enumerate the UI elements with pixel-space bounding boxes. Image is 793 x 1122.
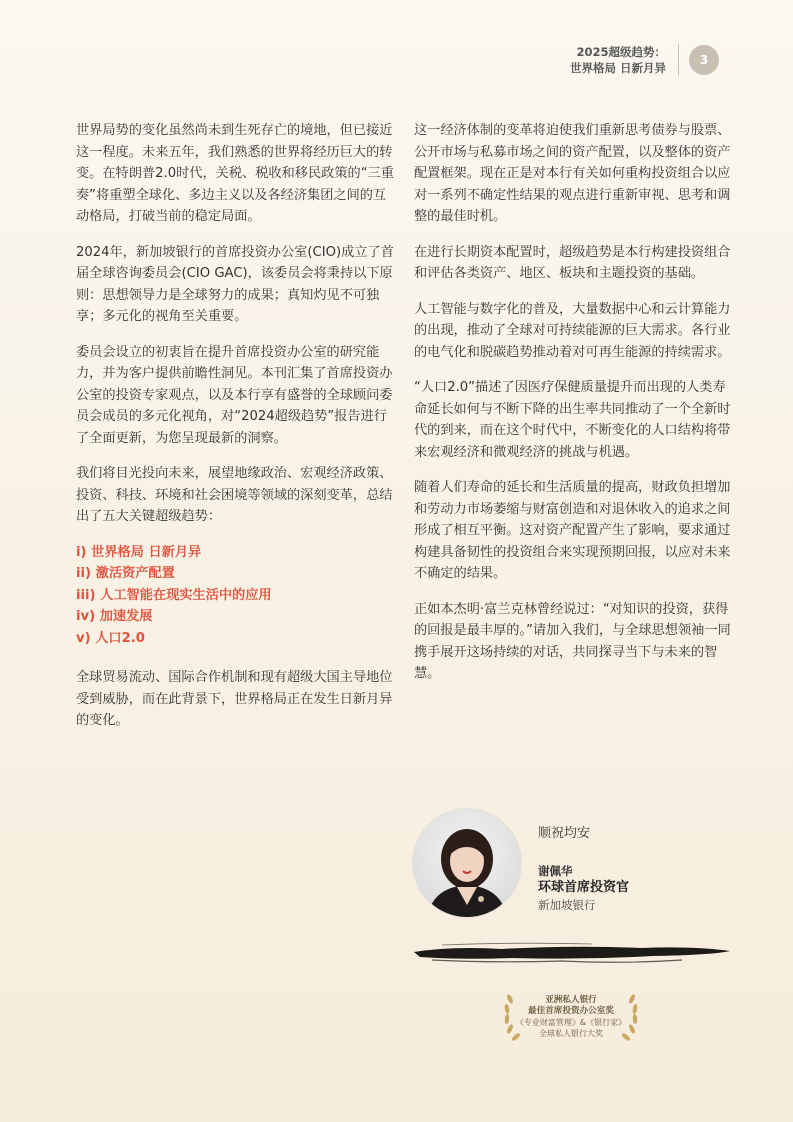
paragraph: 随着人们寿命的延长和生活质量的提高，财政负担增加和劳动力市场萎缩与财富创造和对退休收入的追求之间形成了相互平衡。这对资产配置产生了影响，要求通过构建具备韧性的投资组合来实现预期回报，以应对未来不确定的结果。: [414, 480, 731, 581]
award-line: 全球私人银行大奖: [539, 1029, 603, 1038]
award-text: [500, 995, 642, 1039]
left-column: [76, 120, 394, 746]
paragraph: 我们将目光投向未来，展望地缘政治、宏观经济政策、投资、科技、环境和社会困境等领域的深刻变革，总结出了五大关键超级趋势：: [76, 466, 393, 524]
award-badge: [500, 985, 642, 1047]
paragraph: 委员会设立的初衷旨在提升首席投资办公室的研究能力，并为客户提供前瞻性洞见。本刊汇集了首席投资办公室的投资专家观点，以及本行享有盛誉的全球顾问委员会成员的多元化视角，对“2024超级趋势”报告进行了全面更新，为您呈现最新的洞察。: [76, 344, 393, 446]
award-line: 亚洲私人银行: [545, 995, 597, 1005]
paragraph: 人工智能与数字化的普及，大量数据中心和云计算能力的出现，推动了全球对可持续能源的巨大需求。各行业的电气化和脱碳趋势推动着对可再生能源的持续需求。: [414, 301, 731, 360]
supertrend-item: iii) 人工智能在现实生活中的应用: [76, 587, 272, 603]
supertrend-item: v) 人口2.0: [76, 630, 145, 646]
paragraph: “人口2.0”描述了因医疗保健质量提升而出现的人类寿命延长如何与不断下降的出生率共同推动了一个全新时代的到来，而在这个时代中，不断变化的人口结构将带来宏观经济和微观经济的挑战与机遇。: [414, 380, 731, 460]
supertrend-item: iv) 加速发展: [76, 609, 153, 624]
report-title: [570, 44, 679, 76]
signoff-block: [412, 808, 732, 928]
supertrend-item: ii) 激活资产配置: [76, 566, 175, 581]
signer-organization: 新加坡银行: [538, 898, 596, 912]
page-header: [570, 44, 719, 76]
paragraph: 在进行长期资本配置时，超级趋势是本行构建投资组合和评估各类资产、地区、板块和主题投资的基础。: [414, 244, 731, 281]
signoff-text: [538, 822, 629, 913]
greeting: 顺祝均安: [538, 826, 591, 841]
right-column: [414, 120, 732, 699]
paragraph: 世界局势的变化虽然尚未到生死存亡的境地，但已接近这一程度。未来五年，我们熟悉的世界将经历巨大的转变。在特朗普2.0时代，关税、税收和移民政策的“三重奏”将重塑全球化、多边主义以及各经济集团之间的互动格局，打破当前的稳定局面。: [76, 123, 394, 224]
signer-title: 环球首席投资官: [538, 880, 630, 895]
author-portrait: [412, 808, 522, 918]
award-line: 《专业财富管理》&《银行家》: [515, 1018, 627, 1027]
brush-stroke-divider: [412, 940, 732, 970]
signer-name: 谢佩华: [538, 864, 573, 878]
paragraph: 正如本杰明·富兰克林曾经说过：“对知识的投资，获得的回报是最丰厚的。”请加入我们，与全球思想领袖一同携手展开这场持续的对话，共同探寻当下与未来的智慧。: [414, 601, 731, 681]
supertrends-list: [76, 542, 394, 650]
report-title-line1: 2025超级趋势：: [576, 45, 666, 59]
paragraph: 这一经济体制的变革将迫使我们重新思考债券与股票、公开市场与私募市场之间的资产配置，以及整体的资产配置框架。现在正是对本行有关如何重构投资组合以应对一系列不确定性结果的观点进行重新审视、思考和调整的最佳时机。: [414, 123, 731, 224]
report-title-line2: 世界格局 日新月异: [569, 61, 666, 75]
page-number-badge: 3: [689, 45, 719, 75]
paragraph: 全球贸易流动、国际合作机制和现有超级大国主导地位受到威胁，而在此背景下，世界格局正在发生日新月异的变化。: [76, 670, 393, 728]
award-line: 最佳首席投资办公室奖: [528, 1006, 614, 1016]
supertrend-item: i) 世界格局 日新月异: [76, 544, 202, 560]
paragraph: 2024年，新加坡银行的首席投资办公室(CIO)成立了首届全球咨询委员会(CIO GAC)，该委员会将秉持以下原则：思想领导力是全球努力的成果；真知灼见不可独享；多元化的视角至关重要。: [76, 244, 394, 324]
